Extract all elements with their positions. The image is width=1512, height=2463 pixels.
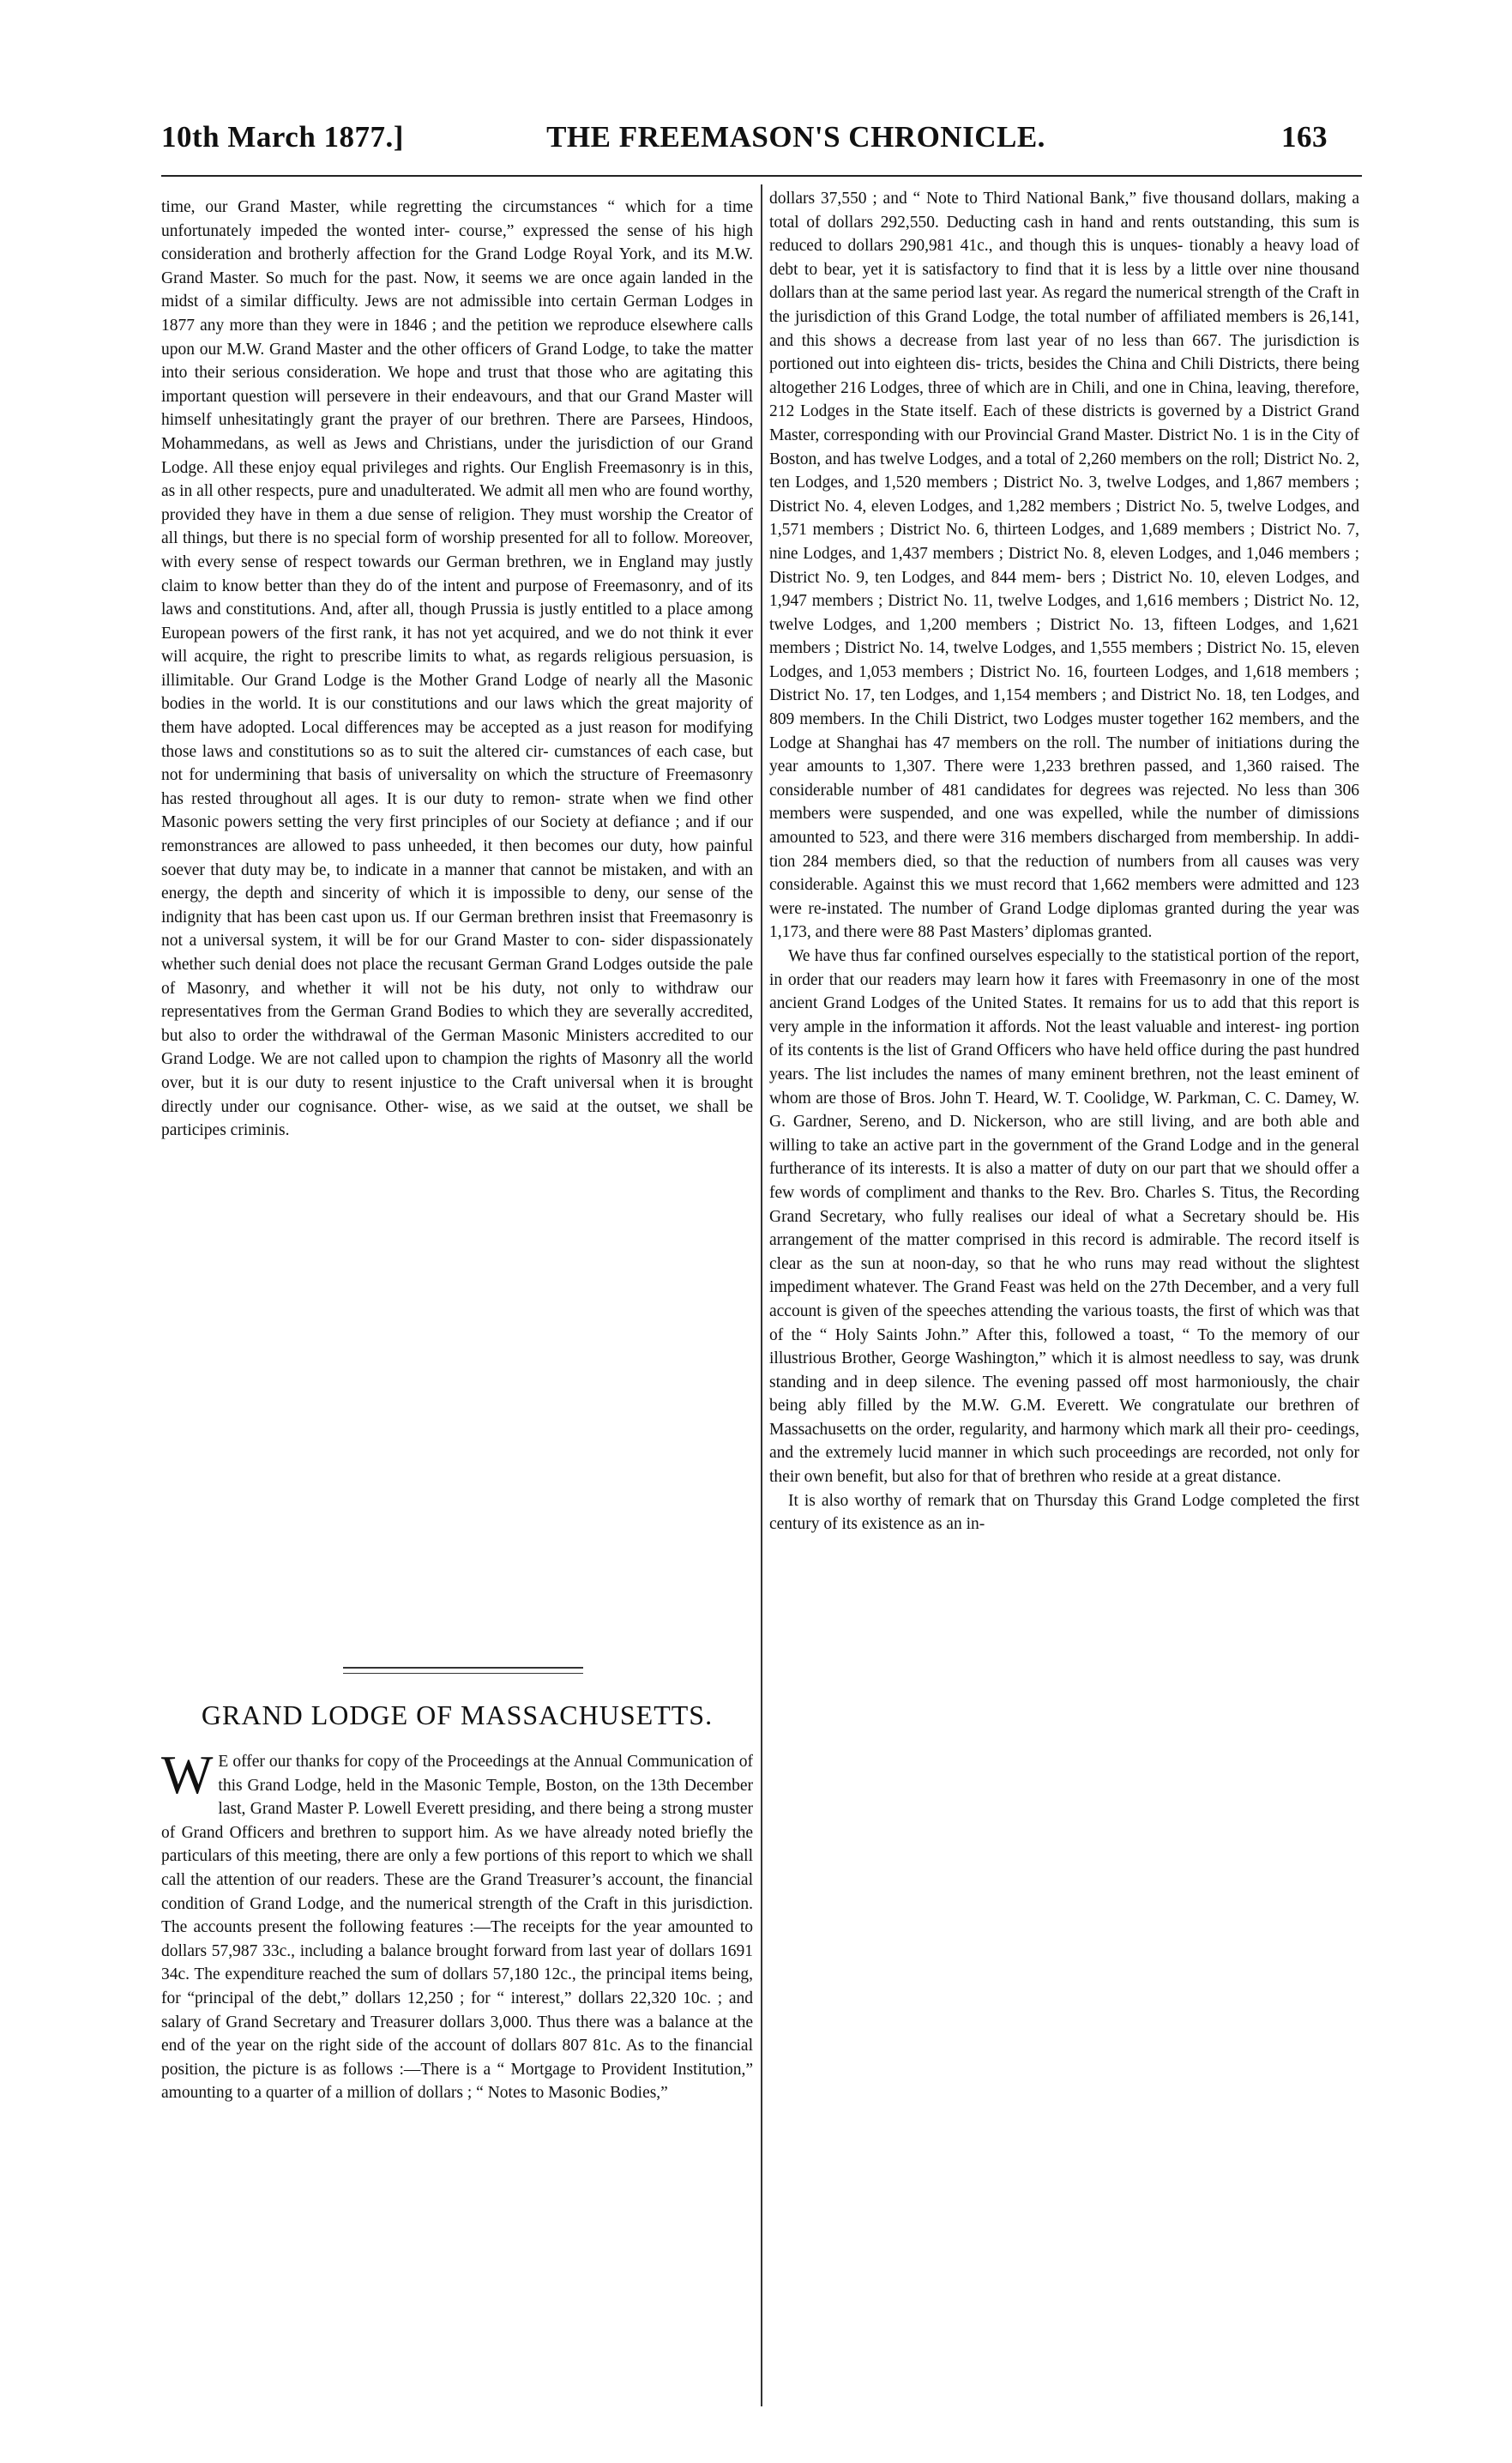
- page-number: 163: [1281, 120, 1328, 154]
- report-paragraph: We have thus far confined ourselves especially to the statistical portion of the report, in order that our readers may learn how it fares with Freemasonry in one of the most ancient Grand Lodges of the United States. It remains for us to add that this report is very ample in the information it affords. Not the least valuable and interest- ing portion of its contents is the list of Grand Officers who have held office during the past hundred years. The list includes the names of many eminent brethren, not the least eminent of whom are those of Bros. John T. Heard, W. T. Coolidge, W. Parkman, C. C. Damey, W. G. Gardner, Sereno, and D. Nickerson, who are still living, and are both able and willing to take an active part in the government of the Grand Lodge and in the general furtherance of its interests. It is also a matter of duty on our part that we should offer a few words of compliment and thanks to the Rev. Bro. Charles S. Titus, the Recording Grand Secretary, who fully realises our ideal of what a Secretary should be. His arrangement of the matter comprised in this record is admirable. The record itself is clear as the sun at noon-day, so that he who runs may read without the slightest impediment whatever. The Grand Feast was held on the 27th December, and a very full account is given of the speeches attending the various toasts, the first of which was that of the “ Holy Saints John.” After this, followed a toast, “ To the memory of our illustrious Brother, George Washington,” which it is almost needless to say, was drunk standing and in deep silence. The evening passed off most harmoniously, the chair being ably filled by the M.W. G.M. Everett. We congratulate our brethren of Massachusetts on the order, regularity, and harmony which mark all their pro- ceedings, and the extremely lucid manner in which such proceedings are recorded, not only for their own benefit, but also for that of brethren who reside at a great distance.: [769, 947, 1359, 1487]
- issue-date: 10th March 1877.]: [161, 120, 404, 154]
- drop-cap: W: [161, 1744, 214, 1805]
- editorial-paragraph: time, our Grand Master, while regretting the circumstances “ which for a time unfortunately impeded the wonted inter- course,” expressed the sense of his high consideration and brotherly affection for the Grand Lodge Royal York, and its M.W. Grand Master. So much for the past. Now, it seems we are once again landed in the midst of a similar difficulty. Jews are not admissible into certain German Lodges in 1877 any more than they were in 1846 ; and the petition we reproduce elsewhere calls upon our M.W. Grand Master and the other officers of Grand Lodge, to take the matter into their serious consideration. We hope and trust that those who are agitating this important question will persevere in their endeavours, and that our Grand Master will himself unhesitatingly grant the prayer of our brethren. There are Parsees, Hindoos, Mohammedans, as well as Jews and Christians, under the jurisdiction of our Grand Lodge. All these enjoy equal privileges and rights. Our English Freemasonry is in this, as in all other respects, pure and unadulterated. We admit all men who are found worthy, provided they have in them a due sense of religion. They must worship the Creator of all things, but there is no special form of worship presented for all to follow. Moreover, with every sense of respect towards our German brethren, we in England may justly claim to know better than they do of the intent and purpose of Freemasonry, and of its laws and constitutions. And, after all, though Prussia is justly entitled to a place among European powers of the first rank, it has not yet acquired, and we do not think it ever will acquire, the right to prescribe limits to what, as regards religious persuasion, is illimitable. Our Grand Lodge is the Mother Grand Lodge of nearly all the Masonic bodies in the world. It is our constitutions and our laws which the great majority of them have adopted. Local differences may be accepted as a just reason for modifying those laws and constitutions so as to suit the altered cir- cumstances of each case, but not for undermining that basis of universality on which the structure of Freemasonry has rested throughout all ages. It is our duty to remon- strate when we find other Masonic powers setting the very first principles of our Society at defiance ; and if our remonstrances are allowed to pass unheeded, it then becomes our duty, how painful soever that duty may be, to indicate in a manner that cannot be mistaken, and with an energy, the depth and sincerity of which it is impossible to deny, our sense of the indignity that has been cast upon us. If our German brethren insist that Freemasonry is not a universal system, it will be for our Grand Master to con- sider dispassionately whether such denial does not place the recusant German Grand Lodges outside the pale of Masonry, and whether it will not be his duty, not only to withdraw our representatives from the German Grand Bodies to which they are severally accredited, but also to order the withdrawal of the German Masonic Ministers accredited to our Grand Lodge. We are not called upon to champion the rights of Masonry all the world over, but it is our duty to resent injustice to the Craft universal when it is brought directly under our cognisance. Other- wise, as we said at the outset, we shall be participes criminis.: [161, 198, 753, 1140]
- column-divider: [761, 184, 762, 2406]
- right-column: [769, 187, 1359, 1536]
- section-separator-top: [343, 1667, 583, 1669]
- article-first-paragraph: [161, 1744, 753, 2105]
- header-rule: [161, 175, 1362, 177]
- article-left-column: [161, 1744, 753, 2105]
- article-first-paragraph-text: E offer our thanks for copy of the Proceedings at the Annual Communication of this Grand Lodge, held in the Masonic Temple, Boston, on the 13th December last, Grand Master P. Lowell Everett presiding, and there being a strong muster of Grand Officers and brethren to support him. As we have already noted briefly the particulars of this meeting, there are only a few portions of this report to which we shall call the attention of our readers. These are the Grand Treasurer’s account, the financial condition of Grand Lodge, and the numerical strength of the Craft in this jurisdiction. The accounts present the following features :—The receipts for the year amounted to dollars 57,987 33c., including a balance brought forward from last year of dollars 1691 34c. The expenditure reached the sum of dollars 57,180 12c., the principal items being, for “principal of the debt,” dollars 12,250 ; for “ interest,” dollars 22,320 10c. ; and salary of Grand Secretary and Treasurer dollars 3,000. Thus there was a balance at the end of the year on the right side of the account of dollars 807 81c. As to the financial position, the picture is as follows :—There is a “ Mortgage to Provident Institution,” amounting to a quarter of a million of dollars ; “ Notes to Masonic Bodies,”: [161, 1753, 753, 2103]
- statistics-paragraph: dollars 37,550 ; and “ Note to Third National Bank,” five thousand dollars, making a total of dollars 292,550. Deducting cash in hand and rents outstanding, this sum is reduced to dollars 290,981 41c., and though this is unques- tionably a heavy load of debt to bear, yet it is satisfactory to find that it is less by a little over nine thousand dollars than at the same period last year. As regard the numerical strength of the Craft in the jurisdiction of this Grand Lodge, the total number of affiliated members is 26,141, and this shows a decrease from last year of no less than 667. The jurisdiction is portioned out into eighteen dis- tricts, besides the China and Chili Districts, there being altogether 216 Lodges, three of which are in Chili, and one in China, leaving, therefore, 212 Lodges in the State itself. Each of these districts is governed by a District Grand Master, corresponding with our Provincial Grand Master. District No. 1 is in the City of Boston, and has twelve Lodges, and a total of 2,260 members on the roll; District No. 2, ten Lodges, and 1,520 members ; District No. 3, twelve Lodges, and 1,867 members ; District No. 4, eleven Lodges, and 1,282 members ; District No. 5, twelve Lodges, and 1,571 members ; District No. 6, thirteen Lodges, and 1,689 members ; District No. 7, nine Lodges, and 1,437 members ; District No. 8, eleven Lodges, and 1,046 members ; District No. 9, ten Lodges, and 844 mem- bers ; District No. 10, eleven Lodges, and 1,947 members ; District No. 11, twelve Lodges, and 1,616 members ; District No. 12, twelve Lodges, and 1,200 members ; District No. 13, fifteen Lodges, and 1,621 members ; District No. 14, twelve Lodges, and 1,555 members ; District No. 15, eleven Lodges, and 1,053 members ; District No. 16, fourteen Lodges, and 1,618 members ; District No. 17, ten Lodges, and 1,154 members ; and District No. 18, ten Lodges, and 809 members. In the Chili District, two Lodges muster together 162 members, and the Lodge at Shanghai has 47 members on the roll. The number of initiations during the year amounts to 1,307. There were 1,233 brethren passed, and 1,360 raised. The considerable number of 481 candidates for degrees was rejected. No less than 306 members were suspended, and one was expelled, while the number of dimissions amounted to 523, and there were 316 members discharged from membership. In addi- tion 284 members died, so that the reduction of numbers from all causes was very considerable. Against this we must record that 1,662 members were admitted and 123 were re-instated. The number of Grand Lodge diplomas granted during the year was 1,173, and there were 88 Past Masters’ diplomas granted.: [769, 190, 1359, 942]
- section-separator-bottom: [343, 1673, 583, 1674]
- page-header: [161, 120, 1362, 172]
- article-heading: GRAND LODGE OF MASSACHUSETTS.: [201, 1699, 714, 1730]
- left-column: [161, 196, 753, 1143]
- publication-title: THE FREEMASON'S CHRONICLE.: [546, 120, 1045, 154]
- closing-paragraph: It is also worthy of remark that on Thursday this Grand Lodge completed the first century of its existence as an in-: [769, 1491, 1359, 1534]
